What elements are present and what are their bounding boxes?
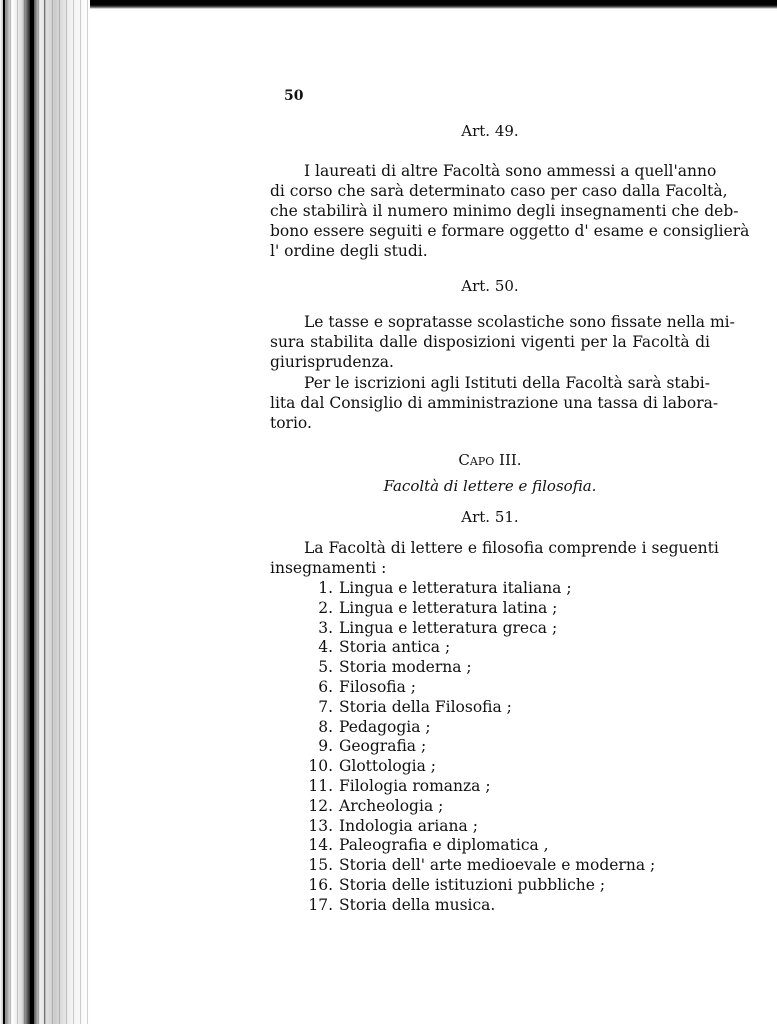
list-item-number: 8. xyxy=(318,717,333,736)
list-item-text: Storia della musica. xyxy=(339,895,496,914)
list-item-number: 6. xyxy=(318,678,333,696)
list-item xyxy=(290,718,431,736)
list-item-text: Storia della Filosofia ; xyxy=(339,697,512,716)
list-item-text: Storia delle istituzioni pubbliche ; xyxy=(339,876,606,894)
paragraph-line: di corso che sarà determinato caso per caso dalla Facoltà, xyxy=(270,182,728,200)
list-item xyxy=(290,678,416,696)
list-item-number: 17. xyxy=(308,895,333,914)
list-item-number: 10. xyxy=(308,757,333,776)
paragraph-line: Le tasse e sopratasse scolastiche sono fissate nella mi- xyxy=(304,313,735,331)
paragraph-line: che stabilirà il numero minimo degli insegnamenti che deb- xyxy=(270,202,739,220)
article-51-heading: Art. 51. xyxy=(461,508,519,526)
list-item-text: Geografia ; xyxy=(339,737,427,756)
list-item-number: 13. xyxy=(308,816,333,835)
list-item xyxy=(290,757,436,775)
article-50-heading: Art. 50. xyxy=(461,277,519,295)
list-item-text: Storia moderna ; xyxy=(339,658,472,677)
list-item-number: 3. xyxy=(318,618,333,637)
paragraph-line: lita dal Consiglio di amministrazione una tassa di labora- xyxy=(270,394,719,412)
list-item xyxy=(290,599,557,617)
list-item-number: 14. xyxy=(308,836,333,855)
list-item xyxy=(290,737,426,755)
list-item-number: 15. xyxy=(308,856,333,875)
list-item-number: 4. xyxy=(318,638,333,657)
list-item-text: Archeologia ; xyxy=(339,796,444,815)
list-item-text: Lingua e letteratura latina ; xyxy=(339,598,558,617)
list-item xyxy=(290,579,572,597)
list-item xyxy=(290,817,478,835)
list-item-text: Lingua e letteratura italiana ; xyxy=(339,579,572,597)
list-item xyxy=(290,856,655,874)
list-item-number: 11. xyxy=(308,777,333,795)
list-item xyxy=(290,698,512,716)
article-49-heading: Art. 49. xyxy=(461,122,519,140)
list-item-text: Filosofia ; xyxy=(339,678,417,696)
paragraph-line: insegnamenti : xyxy=(270,559,387,577)
list-item-number: 5. xyxy=(318,658,333,677)
list-item-text: Lingua e letteratura greca ; xyxy=(339,618,558,637)
list-item-text: Pedagogia ; xyxy=(339,717,431,736)
list-item-number: 2. xyxy=(318,598,333,617)
page-number: 50 xyxy=(284,88,304,104)
list-item-number: 16. xyxy=(308,876,333,894)
list-item-number: 12. xyxy=(308,796,333,815)
list-item-text: Paleografia e diplomatica , xyxy=(339,836,549,855)
list-item xyxy=(290,836,549,854)
list-item-text: Storia antica ; xyxy=(339,638,451,657)
paragraph-line: La Facoltà di lettere e filosofia comprende i seguenti xyxy=(304,539,719,557)
list-item-text: Glottologia ; xyxy=(339,757,437,776)
list-item xyxy=(290,876,605,894)
paragraph-line: giurisprudenza. xyxy=(270,353,394,371)
paragraph-line: sura stabilita dalle disposizioni vigenti per la Facoltà di xyxy=(270,333,710,351)
list-item-text: Indologia ariana ; xyxy=(339,816,478,835)
list-item xyxy=(290,619,557,637)
paragraph-line: I laureati di altre Facoltà sono ammessi a quell'anno xyxy=(304,162,717,180)
list-item xyxy=(290,896,495,914)
paragraph-line: torio. xyxy=(270,414,312,432)
chapter-heading: Capo III. xyxy=(458,451,522,469)
list-item xyxy=(290,797,443,815)
list-item xyxy=(290,658,472,676)
list-item xyxy=(290,638,450,656)
list-item-text: Filologia romanza ; xyxy=(339,777,491,795)
list-item-number: 9. xyxy=(318,737,333,756)
paragraph-line: bono essere seguiti e formare oggetto d' esame e consiglierà xyxy=(270,222,750,240)
list-item-number: 7. xyxy=(318,697,333,716)
list-item xyxy=(290,777,491,795)
paragraph-line: l' ordine degli studi. xyxy=(270,242,428,260)
list-item-number: 1. xyxy=(318,579,333,597)
chapter-subtitle: Facoltà di lettere e filosofia. xyxy=(383,477,597,495)
paragraph-line: Per le iscrizioni agli Istituti della Facoltà sarà stabi- xyxy=(304,374,710,392)
list-item-text: Storia dell' arte medioevale e moderna ; xyxy=(339,856,656,875)
